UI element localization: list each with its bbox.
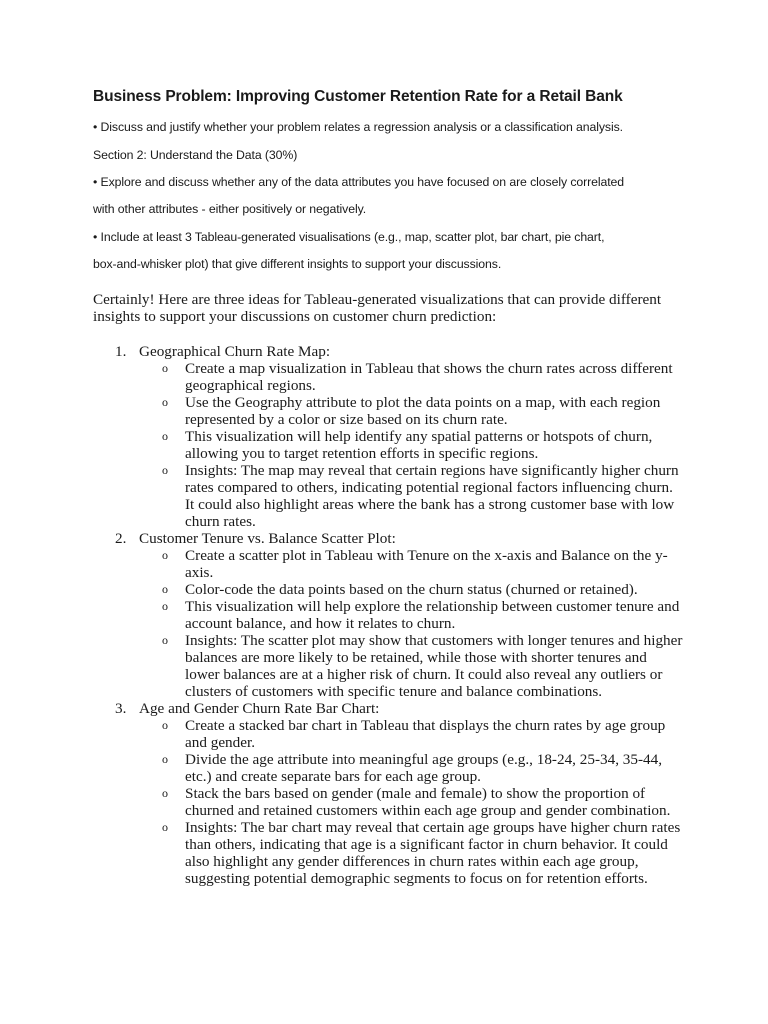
list-item xyxy=(139,819,683,887)
point-text: This visualization will help explore the relationship between customer tenure and account balance, and how it relates to churn. xyxy=(185,598,680,632)
task-line-3: with other attributes - either positively or negatively. xyxy=(93,202,367,216)
task-line-2: • Explore and discuss whether any of the data attributes you have focused on are closely correlated xyxy=(93,175,625,189)
list-item xyxy=(139,547,683,581)
point-text: Use the Geography attribute to plot the data points on a map, with each region represented by a color or size based on its churn rate. xyxy=(185,394,661,428)
intro-paragraph: Certainly! Here are three ideas for Tableau-generated visualizations that can provide different insights to support your discussions on customer churn prediction: xyxy=(93,291,662,325)
point-text: Stack the bars based on gender (male and female) to show the proportion of churned and retained customers within each age group and gender combination. xyxy=(185,785,671,819)
answer-body xyxy=(93,291,683,887)
idea-title: Customer Tenure vs. Balance Scatter Plot: xyxy=(139,530,396,547)
bullet-marker: o xyxy=(162,395,168,409)
idea-number: 1. xyxy=(115,343,127,360)
idea-points xyxy=(139,547,683,700)
idea-item xyxy=(93,700,683,887)
bullet-marker: o xyxy=(162,463,168,477)
idea-number: 3. xyxy=(115,700,127,717)
ideas-list xyxy=(93,343,683,887)
bullet-marker: o xyxy=(162,786,168,800)
bullet-marker: o xyxy=(162,599,168,613)
bullet-marker: o xyxy=(162,582,168,596)
point-text: Create a scatter plot in Tableau with Tenure on the x-axis and Balance on the y-axis. xyxy=(185,547,668,581)
list-item xyxy=(139,360,683,394)
idea-title: Age and Gender Churn Rate Bar Chart: xyxy=(139,700,380,717)
point-text: Insights: The scatter plot may show that customers with longer tenures and higher balances are more likely to be retained, while those with shorter tenures and lower balances are at a higher risk of churn. It could also reveal any outliers or clusters of customers with specific tenure and balance combinations. xyxy=(185,632,683,700)
list-item xyxy=(139,462,683,530)
point-text: Create a stacked bar chart in Tableau that displays the churn rates by age group and gender. xyxy=(185,717,666,751)
idea-item xyxy=(93,343,683,530)
list-item xyxy=(139,717,683,751)
list-item xyxy=(139,751,683,785)
point-text: Create a map visualization in Tableau that shows the churn rates across different geographical regions. xyxy=(185,360,673,394)
bullet-marker: o xyxy=(162,548,168,562)
section-heading: Section 2: Understand the Data (30%) xyxy=(93,148,298,162)
point-text: Insights: The bar chart may reveal that certain age groups have higher churn rates than others, indicating that age is a significant factor in churn behavior. It could also highlight any gender differences in churn rates within each age group, suggesting potential demographic segments to focus on for retention efforts. xyxy=(185,819,681,887)
list-item xyxy=(139,394,683,428)
bullet-marker: o xyxy=(162,633,168,647)
bullet-marker: o xyxy=(162,429,168,443)
task-line-1: • Discuss and justify whether your problem relates a regression analysis or a classification analysis. xyxy=(93,120,623,134)
point-text: Color-code the data points based on the churn status (churned or retained). xyxy=(185,581,638,598)
idea-title: Geographical Churn Rate Map: xyxy=(139,343,331,360)
bullet-marker: o xyxy=(162,718,168,732)
list-item xyxy=(139,598,683,632)
idea-points xyxy=(139,717,683,887)
task-line-5: box-and-whisker plot) that give different insights to support your discussions. xyxy=(93,257,502,271)
list-item xyxy=(139,632,683,700)
point-text: This visualization will help identify any spatial patterns or hotspots of churn, allowing you to target retention efforts in specific regions. xyxy=(185,428,653,462)
task-line-4: • Include at least 3 Tableau-generated visualisations (e.g., map, scatter plot, bar chart, pie chart, xyxy=(93,230,605,244)
point-text: Divide the age attribute into meaningful age groups (e.g., 18-24, 25-34, 35-44, etc.) and create separate bars for each age group. xyxy=(185,751,663,785)
point-text: Insights: The map may reveal that certain regions have significantly higher churn rates compared to others, indicating potential regional factors influencing churn. It could also highlight areas where the bank has a strong customer base with low churn rates. xyxy=(185,462,679,530)
list-item xyxy=(139,428,683,462)
idea-number: 2. xyxy=(115,530,127,547)
bullet-marker: o xyxy=(162,752,168,766)
list-item xyxy=(139,581,683,598)
idea-item xyxy=(93,530,683,700)
idea-points xyxy=(139,360,683,530)
list-item xyxy=(139,785,683,819)
bullet-marker: o xyxy=(162,820,168,834)
document-title: Business Problem: Improving Customer Retention Rate for a Retail Bank xyxy=(93,88,623,105)
bullet-marker: o xyxy=(162,361,168,375)
